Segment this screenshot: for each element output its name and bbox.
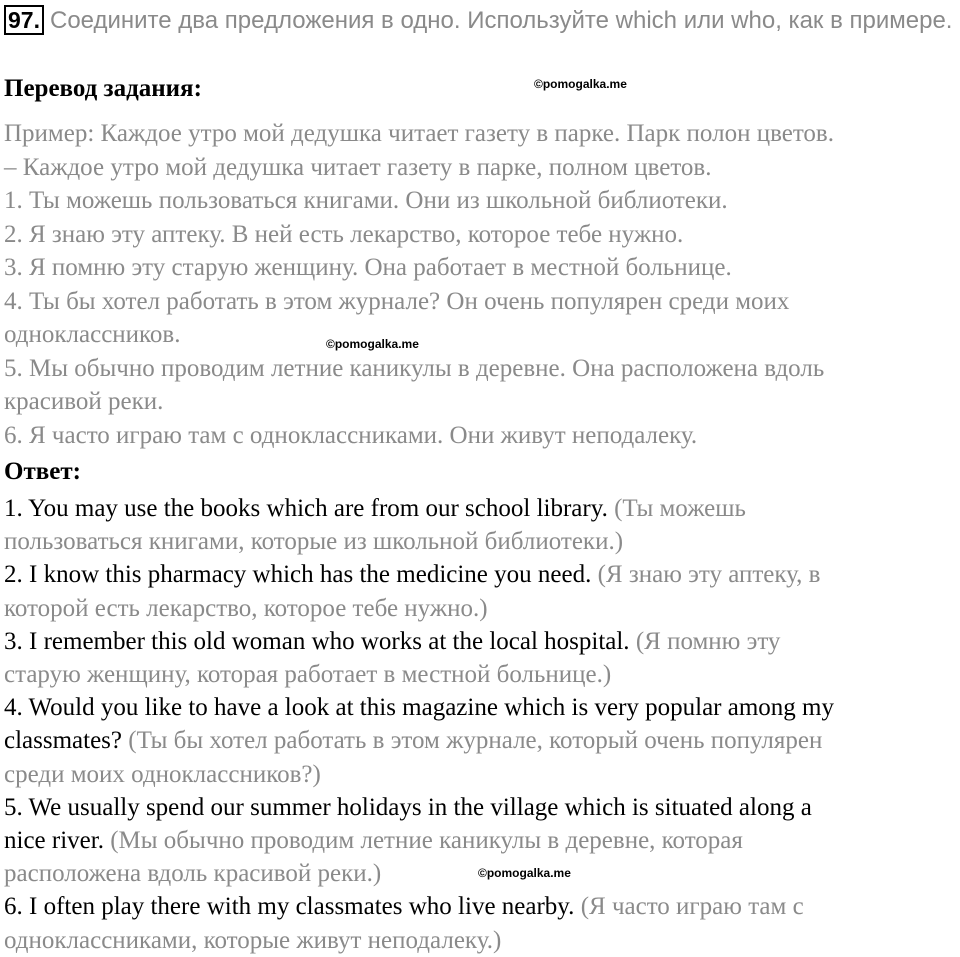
translation-line: Пример: Каждое утро мой дедушка читает газету в парке. Парк полон цветов. <box>4 120 834 147</box>
translation-line: 4. Ты бы хотел работать в этом журнале? Он очень популярен среди моих <box>4 287 790 315</box>
answer-item-3-line-1: 3. I remember this old woman who works at the local hospital. (Я помню эту <box>4 627 781 655</box>
translation-line: – Каждое утро мой дедушка читает газету в парке, полном цветов. <box>4 153 712 181</box>
answer-item-4-line-3: среди моих одноклассников?) <box>4 760 321 788</box>
translation-line: 2. Я знаю эту аптеку. В ней есть лекарство, которое тебе нужно. <box>4 220 684 248</box>
answer-item-2-line-1: 2. I know this pharmacy which has the medicine you need. (Я знаю эту аптеку, в <box>4 561 821 589</box>
answer-item-6-line-1: 6. I often play there with my classmates who live nearby. (Я часто играю там с <box>4 893 804 921</box>
task-text: Соедините два предложения в одно. Используйте which или who, как в примере. <box>49 7 953 34</box>
translation-line: 6. Я часто играю там с одноклассниками. Они живут неподалеку. <box>4 421 698 449</box>
answer-item-2-line-2: которой есть лекарство, которое тебе нужно.) <box>4 594 488 622</box>
answer-item-4-line-1: 4. Would you like to have a look at this magazine which is very popular among my <box>4 694 834 722</box>
answer-item-1-line-1: 1. You may use the books which are from our school library. (Ты можешь <box>4 495 746 522</box>
translation-line: 5. Мы обычно проводим летние каникулы в деревне. Она расположена вдоль <box>4 354 825 382</box>
translation-line: красивой реки. <box>4 388 164 415</box>
watermark: ©pomogalka.me <box>478 866 571 880</box>
answer-item-1-line-2: пользоваться книгами, которые из школьной библиотеки.) <box>4 528 624 556</box>
answer-item-4-line-2: classmates? (Ты бы хотел работать в этом журнале, который очень популярен <box>4 727 823 755</box>
answer-item-5-line-1: 5. We usually spend our summer holidays in the village which is situated along a <box>4 793 812 821</box>
task-number: 97. <box>4 5 44 35</box>
task-statement <box>4 4 954 37</box>
answer-heading: Ответ: <box>4 458 81 485</box>
translation-line: 3. Я помню эту старую женщину. Она работает в местной больнице. <box>4 254 732 281</box>
answer-list <box>4 492 954 957</box>
answer-item-3-line-2: старую женщину, которая работает в местной больнице.) <box>4 661 612 689</box>
translation-line: одноклассников. <box>4 321 181 348</box>
translation-line: 1. Ты можешь пользоваться книгами. Они из школьной библиотеки. <box>4 187 728 214</box>
answer-item-5-line-3: расположена вдоль красивой реки.) <box>4 860 382 888</box>
translation-heading: Перевод задания: <box>4 75 202 102</box>
answer-item-5-line-2: nice river. (Мы обычно проводим летние каникулы в деревне, которая <box>4 827 743 855</box>
translation-list <box>4 117 954 452</box>
watermark: ©pomogalka.me <box>534 77 627 91</box>
answer-item-6-line-2: одноклассниками, которые живут неподалеку.) <box>4 926 502 954</box>
watermark: ©pomogalka.me <box>326 337 419 351</box>
